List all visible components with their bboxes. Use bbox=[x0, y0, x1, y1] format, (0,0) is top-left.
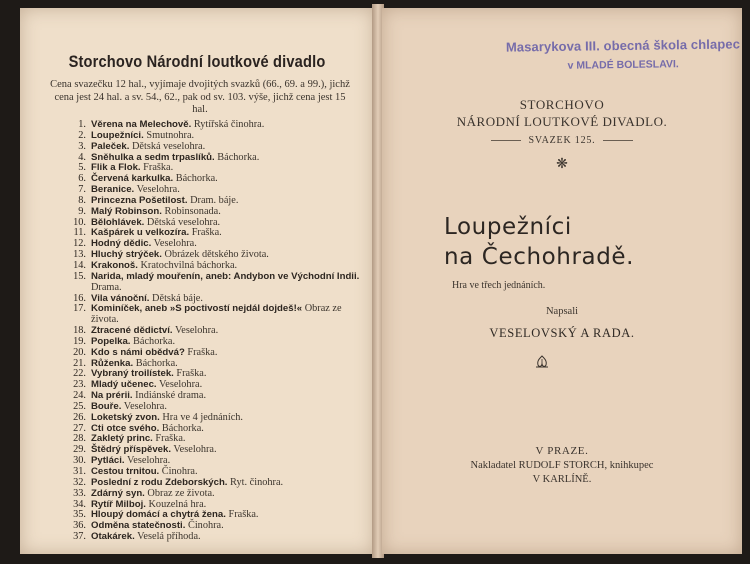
catalog-list bbox=[64, 120, 364, 543]
catalog-item-title: Cti otce svého. bbox=[91, 422, 160, 434]
author-label: Napsali bbox=[545, 306, 579, 317]
catalog-item-number: 21. bbox=[73, 357, 86, 369]
catalog-item-title: Hodný dědic. bbox=[91, 238, 152, 250]
catalog-item bbox=[64, 532, 364, 543]
catalog-item-number: 2. bbox=[78, 129, 86, 141]
catalog-item-number: 24. bbox=[73, 390, 86, 402]
catalog-item-title: Flik a Flok. bbox=[91, 162, 141, 174]
catalog-item-number: 10. bbox=[73, 216, 86, 228]
catalog-item-number: 19. bbox=[73, 335, 86, 347]
catalog-item-title: Princezna Pošetilost. bbox=[91, 194, 188, 206]
catalog-item-title: Vila vánoční. bbox=[91, 292, 150, 304]
catalog-item-genre: Fraška. bbox=[225, 509, 259, 521]
catalog-item-genre: Robinsonada. bbox=[161, 205, 221, 217]
catalog-item-genre: Obrázek dětského života. bbox=[161, 249, 269, 261]
catalog-item-number: 23. bbox=[73, 379, 86, 391]
catalog-item-title: Paleček. bbox=[91, 140, 130, 152]
play-subtitle: Hra ve třech jednáních. bbox=[452, 280, 546, 291]
catalog-item-genre: Veselohra. bbox=[124, 455, 171, 467]
catalog-item-number: 12. bbox=[73, 238, 86, 250]
catalog-item-number: 34. bbox=[73, 498, 86, 510]
catalog-item-title: Loketský zvon. bbox=[91, 411, 160, 423]
volume-line bbox=[382, 135, 742, 146]
catalog-item-genre: Smutnohra. bbox=[143, 129, 195, 141]
publication-city: V PRAZE. bbox=[535, 445, 589, 457]
catalog-item-genre: Báchorka. bbox=[159, 422, 204, 434]
catalog-item-genre: Fraška. bbox=[140, 162, 174, 174]
catalog-item-title: Odměna statečnosti. bbox=[91, 520, 186, 532]
left-page bbox=[20, 8, 374, 554]
catalog-item-number: 17. bbox=[73, 303, 86, 315]
authors: VESELOVSKÝ A RADA. bbox=[489, 326, 635, 340]
catalog-item-title: Cestou trnitou. bbox=[91, 466, 160, 477]
catalog-item-genre: Fraška. bbox=[173, 368, 207, 380]
right-page bbox=[382, 8, 742, 554]
catalog-item-number: 11. bbox=[73, 227, 86, 239]
right-rule bbox=[603, 140, 633, 141]
catalog-item-title: Beranice. bbox=[91, 184, 135, 196]
catalog-item-title: Popelka. bbox=[91, 335, 131, 347]
series-publisher: STORCHOVO bbox=[519, 97, 605, 112]
play-title bbox=[444, 212, 634, 272]
catalog-item-genre: Báchorka. bbox=[214, 151, 260, 163]
catalog-item-title: Loupežníci. bbox=[91, 129, 144, 141]
catalog-item-number: 25. bbox=[73, 400, 86, 412]
catalog-item-number: 5. bbox=[78, 162, 86, 174]
catalog-item-text bbox=[91, 304, 364, 326]
left-rule bbox=[491, 140, 521, 141]
catalog-item-genre: Obraz ze života. bbox=[91, 303, 342, 326]
catalog-item-title: Rytíř Milboj. bbox=[91, 498, 146, 510]
catalog-item-title: Růženka. bbox=[91, 357, 134, 369]
catalog-item-genre: Dětská veselohra. bbox=[144, 216, 221, 228]
catalog-item-title: Pytláci. bbox=[91, 455, 125, 467]
catalog-item-genre: Činohra. bbox=[185, 520, 224, 532]
catalog-item-genre: Veselá příhoda. bbox=[134, 531, 201, 543]
catalog-item-genre: Rytířská činohra. bbox=[191, 119, 265, 130]
asterisk-ornament: ❋ bbox=[556, 157, 568, 172]
catalog-item-genre: Veselohra. bbox=[156, 379, 203, 391]
catalog-item-title: Vybraný troilístek. bbox=[91, 368, 174, 380]
series-name: NÁRODNÍ LOUTKOVÉ DIVADLO. bbox=[456, 114, 668, 129]
catalog-item-number: 27. bbox=[73, 422, 86, 434]
catalog-item-title: Zakletý princ. bbox=[91, 433, 153, 445]
catalog-item-title: Mladý učenec. bbox=[91, 379, 157, 391]
catalog-item-genre: Ryt. činohra. bbox=[227, 476, 284, 488]
play-title-line1: Loupežníci bbox=[444, 214, 572, 240]
catalog-item-genre: Indiánské drama. bbox=[132, 390, 207, 402]
catalog-item-genre: Fraška. bbox=[152, 433, 186, 445]
catalog-item-genre: Báchorka. bbox=[173, 173, 218, 185]
catalog-item-title: Kdo s námi obědvá? bbox=[91, 346, 185, 358]
catalog-item-number: 26. bbox=[73, 411, 86, 423]
catalog-item-genre: Kouzelná hra. bbox=[145, 498, 207, 510]
catalog-item-title: Krakonoš. bbox=[91, 259, 138, 271]
catalog-item-number: 15. bbox=[73, 270, 86, 282]
catalog-item-number: 16. bbox=[73, 292, 86, 304]
catalog-item-title: Poslední z rodu Zdeborských. bbox=[91, 476, 228, 488]
fleuron-icon bbox=[534, 355, 550, 369]
catalog-item-title: Kašpárek u velkozíra. bbox=[91, 227, 190, 239]
catalog-item-genre: Báchorka. bbox=[133, 357, 178, 369]
catalog-item-title: Zdárný syn. bbox=[91, 487, 145, 499]
catalog-item-text bbox=[91, 532, 201, 543]
catalog-item-genre: Veselohra. bbox=[171, 444, 217, 456]
volume-number: SVAZEK 125. bbox=[528, 135, 596, 146]
catalog-item-title: Ztracené dědictví. bbox=[91, 325, 173, 337]
price-note: Cena svazečku 12 hal., vyjímaje dvojitých svazků (66., 69. a 99.), jichž cena jest 24 hal. a sv. 54., 62., pak od sv. 103. výše, jichž cena jest 15 hal. bbox=[50, 79, 350, 115]
catalog-item-title: Na prérii. bbox=[91, 390, 133, 402]
catalog-item-title: Kominíček, aneb »S poctivostí nejdál dojdeš!« bbox=[91, 303, 303, 315]
catalog-item-genre: Veselohra. bbox=[134, 184, 180, 196]
catalog-item-number: 8. bbox=[78, 194, 86, 206]
catalog-item-number: 3. bbox=[78, 140, 86, 152]
catalog-item-text bbox=[91, 272, 364, 294]
catalog-item-number: 14. bbox=[73, 259, 86, 271]
catalog-item-genre: Báchorka. bbox=[130, 335, 176, 347]
catalog-item-number: 28. bbox=[73, 433, 86, 445]
catalog-item-genre: Hra ve 4 jednáních. bbox=[159, 411, 243, 423]
catalog-item-title: Otakárek. bbox=[91, 531, 135, 543]
catalog-item-genre: Činohra. bbox=[159, 466, 198, 477]
catalog-item-title: Štědrý příspěvek. bbox=[91, 444, 171, 456]
catalog-item-title: Narida, mladý mouřenín, aneb: Andybon ve Východní Indii. bbox=[91, 270, 360, 282]
catalog-item-number: 18. bbox=[73, 325, 86, 337]
catalog-item-number: 31. bbox=[73, 466, 86, 477]
catalog-item bbox=[64, 304, 364, 326]
catalog-item-genre: Veselohra. bbox=[172, 325, 219, 337]
catalog-item-number: 20. bbox=[73, 346, 86, 358]
catalog-item-number: 29. bbox=[73, 444, 86, 456]
catalog-item-number: 22. bbox=[73, 368, 86, 380]
catalog-item bbox=[64, 272, 364, 294]
play-title-line2: na Čechohradě. bbox=[444, 244, 635, 270]
catalog-item-number: 1. bbox=[78, 119, 86, 130]
catalog-heading: Storchovo Národní loutkové divadlo bbox=[68, 52, 326, 71]
stamp-town: v MLADÉ BOLESLAVI. bbox=[567, 58, 679, 72]
catalog-item-title: Malý Robinson. bbox=[91, 205, 162, 217]
catalog-item-genre: Veselohra. bbox=[151, 238, 197, 250]
catalog-item-title: Červená karkulka. bbox=[91, 173, 174, 185]
catalog-item-number: 7. bbox=[78, 184, 86, 196]
catalog-item-genre: Dram. báje. bbox=[187, 194, 239, 206]
publisher-place: V KARLÍNĚ. bbox=[532, 474, 592, 485]
stamp-school-name: Masarykova III. obecná škola chlapec bbox=[505, 36, 741, 55]
catalog-item-genre: Veselohra. bbox=[121, 400, 167, 412]
catalog-item-title: Věrena na Melechově. bbox=[91, 119, 192, 130]
catalog-item-genre: Dětská báje. bbox=[149, 292, 203, 304]
catalog-item-title: Sněhulka a sedm trpaslíků. bbox=[91, 151, 215, 163]
catalog-item-number: 36. bbox=[73, 520, 86, 532]
catalog-item-genre: Kratochvilná báchorka. bbox=[137, 259, 238, 271]
catalog-item-number: 37. bbox=[73, 531, 86, 543]
catalog-item-title: Hloupý domácí a chytrá žena. bbox=[91, 509, 226, 521]
catalog-item-title: Bělohlávek. bbox=[91, 216, 145, 228]
catalog-item-number: 33. bbox=[73, 487, 86, 499]
catalog-item-number: 32. bbox=[73, 476, 86, 488]
catalog-item-genre: Fraška. bbox=[184, 346, 218, 358]
catalog-item-genre: Fraška. bbox=[189, 227, 222, 239]
catalog-item-genre: Dětská veselohra. bbox=[129, 140, 206, 152]
library-stamp bbox=[506, 36, 741, 72]
catalog-item-title: Hluchý strýček. bbox=[91, 249, 162, 261]
catalog-item-number: 9. bbox=[78, 205, 86, 217]
catalog-item-genre: Obraz ze života. bbox=[144, 487, 215, 499]
catalog-item-number: 30. bbox=[73, 455, 86, 467]
catalog-item-number: 13. bbox=[73, 249, 86, 261]
catalog-item-number: 4. bbox=[78, 151, 86, 163]
catalog-item-genre: Drama. bbox=[91, 281, 122, 293]
catalog-item-number: 6. bbox=[78, 173, 86, 185]
catalog-item-title: Bouře. bbox=[91, 400, 122, 412]
publisher-name: Nakladatel RUDOLF STORCH, knihkupec bbox=[470, 460, 654, 471]
catalog-item-number: 35. bbox=[73, 509, 86, 521]
